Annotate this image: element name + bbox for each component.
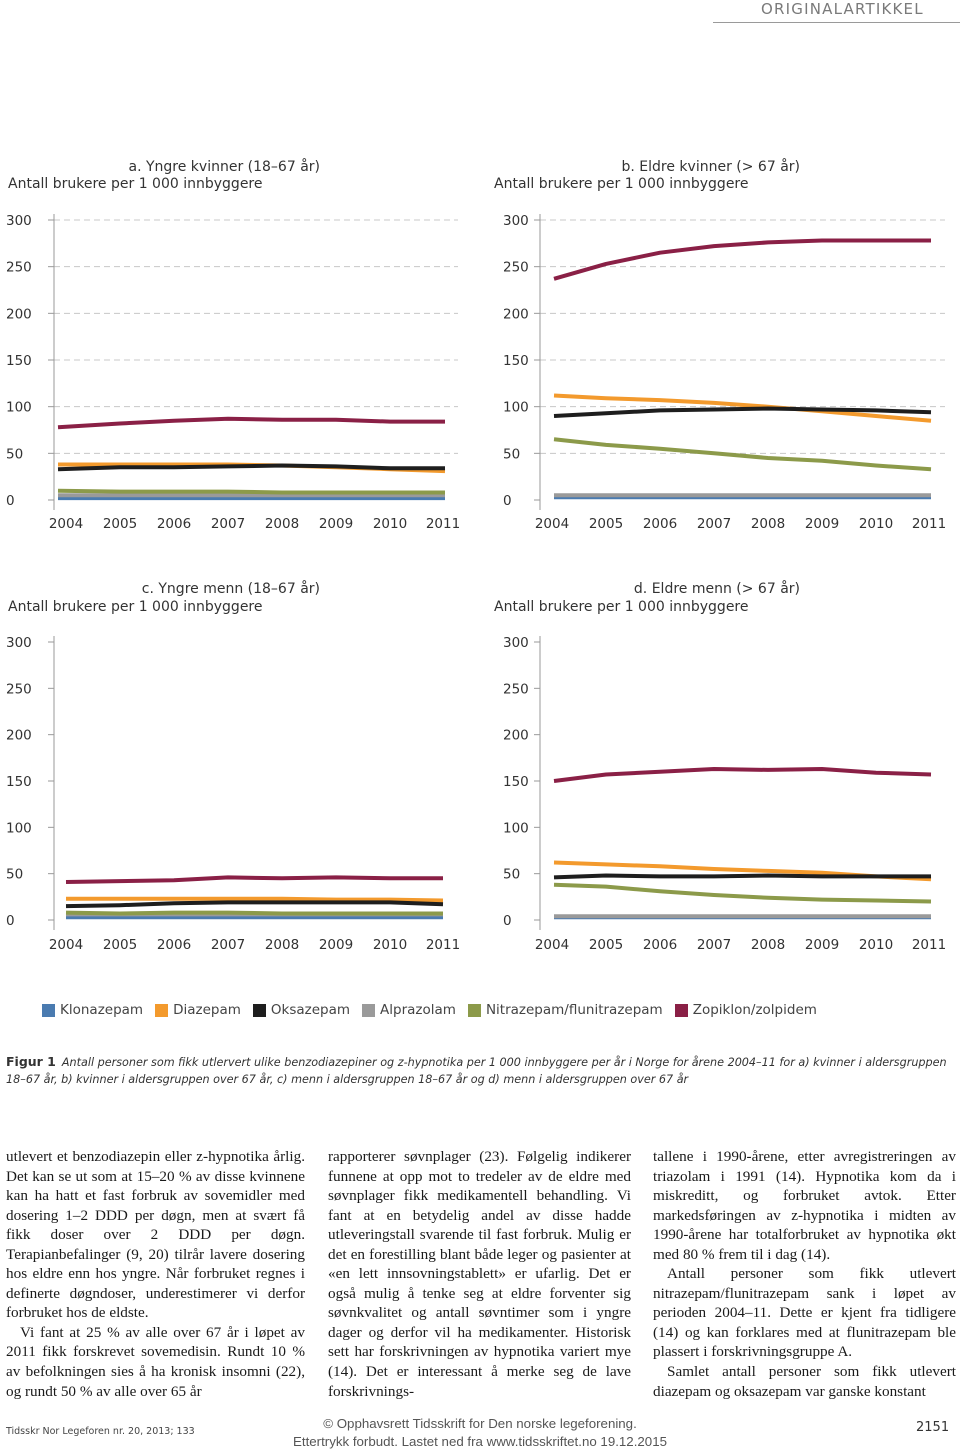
y-tick-label: 50 xyxy=(6,866,24,883)
x-tick-label: 2010 xyxy=(858,516,894,532)
y-tick-label: 250 xyxy=(6,259,32,276)
y-tick-label: 0 xyxy=(6,913,15,929)
caption-label: Figur 1 xyxy=(6,1054,56,1069)
chart-legend xyxy=(42,1001,829,1019)
x-tick-label: 2008 xyxy=(750,516,786,532)
chart-title: a. Yngre kvinner (18–67 år) xyxy=(128,159,320,175)
x-tick-label: 2006 xyxy=(642,516,678,532)
x-tick-label: 2009 xyxy=(318,516,354,532)
section-label: ORIGINALARTIKKEL xyxy=(761,0,924,18)
chart-ylabel: Antall brukere per 1 000 innbyggere xyxy=(494,176,749,192)
x-tick-label: 2007 xyxy=(696,516,732,532)
page-number: 2151 xyxy=(916,1420,950,1435)
y-tick-label: 0 xyxy=(6,493,15,509)
x-tick-label: 2011 xyxy=(911,937,947,953)
legend-swatch xyxy=(253,1004,266,1017)
paragraph: rapporterer søvnplager (23). Følgelig indikerer funnene at opp mot to tredeler av de eldre med søvnplager fikk medikamentell behandling. Vi fant at en betydelig andel av disse hadde utleveringstall svarende til fast forbruk. Mulig er det en forestilling blant både leger og pasienter at «en lett innsovningstablett» er ufarlig. Det er også mulig å tenke seg at eldre forventer sig søvnkvalitet og antall søvntimer som i yngre dager og derfor vil ha medikamenter. Historisk sett har forskrivningen av hypnotika variert mye (14). Det er interessant å merke seg de lave forskrivnings- xyxy=(328,1148,631,1400)
legend-label: Diazepam xyxy=(173,1002,241,1018)
legend-item xyxy=(468,1001,663,1019)
chart-title: b. Eldre kvinner (> 67 år) xyxy=(621,159,800,175)
x-tick-label: 2010 xyxy=(372,937,408,953)
y-tick-label: 100 xyxy=(503,399,529,416)
legend-item xyxy=(155,1001,241,1019)
y-tick-label: 300 xyxy=(6,213,32,229)
y-tick-label: 150 xyxy=(503,353,529,369)
y-tick-label: 150 xyxy=(6,353,32,369)
paragraph: utlevert et benzodiazepin eller z-hypnotika årlig. Det kan se ut som at 15–20 % av disse kvinnene kan ha hatt et fast forbruk av sovemidler med dosering 1–2 DDD per døgn, men at svært få fikk doser over 2 DDD per døgn. Terapianbefalinger (9, 20) tilrår lavere dosering hos eldre enn hos yngre. Når forbruket regnes i definerte døgndoser, underestimerer vi derfor forbruket hos de eldste. xyxy=(6,1148,305,1322)
y-tick-label: 0 xyxy=(503,913,512,929)
y-tick-label: 100 xyxy=(503,820,529,837)
chart-ylabel: Antall brukere per 1 000 innbyggere xyxy=(8,599,263,615)
legend-label: Zopiklon/zolpidem xyxy=(692,1002,817,1018)
series-line-zopiklon-zolpidem xyxy=(554,241,931,279)
y-tick-label: 200 xyxy=(6,727,32,744)
paragraph: tallene i 1990-årene, etter avregistreringen av triazolam i 1991 (14). Hypnotika kom da i miskreditt, og forbruket avtok. Etter markedsføringen av z-hypnotika i midten av 1990-årene har totalforbruket av hypnotika økt med 80 % frem til i dag (14). xyxy=(653,1148,956,1263)
x-tick-label: 2005 xyxy=(588,516,624,532)
x-tick-label: 2008 xyxy=(750,937,786,953)
x-tick-label: 2007 xyxy=(696,937,732,953)
series-line-nitrazepam-flunitrazepam xyxy=(66,913,443,914)
legend-item xyxy=(362,1001,456,1019)
x-tick-label: 2008 xyxy=(264,516,300,532)
x-tick-label: 2009 xyxy=(804,937,840,953)
x-tick-label: 2005 xyxy=(588,937,624,953)
legend-swatch xyxy=(155,1004,168,1017)
chart-ylabel: Antall brukere per 1 000 innbyggere xyxy=(494,599,749,615)
x-tick-label: 2009 xyxy=(318,937,354,953)
series-line-nitrazepam-flunitrazepam xyxy=(58,491,445,493)
y-tick-label: 200 xyxy=(6,306,32,323)
x-tick-label: 2004 xyxy=(48,516,84,532)
legend-swatch xyxy=(362,1004,375,1017)
body-column-1 xyxy=(6,1147,305,1401)
series-line-zopiklon-zolpidem xyxy=(58,419,445,427)
x-tick-label: 2005 xyxy=(102,516,138,532)
x-tick-label: 2010 xyxy=(858,937,894,953)
series-line-oksazepam xyxy=(66,902,443,906)
series-line-zopiklon-zolpidem xyxy=(66,877,443,882)
legend-swatch xyxy=(42,1004,55,1017)
series-line-diazepam xyxy=(66,899,443,901)
copyright-line: © Opphavsrett Tidsskrift for Den norske legeforening. xyxy=(323,1416,637,1431)
series-line-nitrazepam-flunitrazepam xyxy=(554,439,931,469)
x-tick-label: 2007 xyxy=(210,937,246,953)
y-tick-label: 150 xyxy=(6,774,32,790)
y-tick-label: 250 xyxy=(503,681,529,698)
x-tick-label: 2006 xyxy=(642,937,678,953)
y-tick-label: 300 xyxy=(6,635,32,651)
y-tick-label: 250 xyxy=(503,259,529,276)
y-tick-label: 100 xyxy=(6,399,32,416)
paragraph: Samlet antall personer som fikk utlevert diazepam og oksazepam var ganske konstant xyxy=(653,1363,956,1400)
paragraph: Vi fant at 25 % av alle over 67 år i løpet av 2011 fikk forskrevet sovemedisin. Rundt 10 % av befolkningen sies å ha kronisk insomni (22), og rundt 50 % av alle over 65 år xyxy=(6,1323,305,1400)
legend-label: Klonazepam xyxy=(60,1002,144,1018)
figure-caption xyxy=(6,1053,954,1088)
x-tick-label: 2006 xyxy=(156,516,192,532)
x-tick-label: 2011 xyxy=(911,516,947,532)
x-tick-label: 2006 xyxy=(156,937,192,953)
chart-title: d. Eldre menn (> 67 år) xyxy=(633,581,800,597)
series-line-oksazepam xyxy=(58,466,445,470)
series-line-zopiklon-zolpidem xyxy=(554,769,931,781)
x-tick-label: 2009 xyxy=(804,516,840,532)
reprint-line: Ettertrykk forbudt. Lastet ned fra www.tidsskriftet.no 19.12.2015 xyxy=(293,1433,667,1449)
x-tick-label: 2005 xyxy=(102,937,138,953)
series-line-nitrazepam-flunitrazepam xyxy=(554,885,931,902)
x-tick-label: 2007 xyxy=(210,516,246,532)
body-column-2 xyxy=(328,1147,631,1401)
legend-item xyxy=(42,1001,143,1019)
y-tick-label: 250 xyxy=(6,681,32,698)
legend-swatch xyxy=(468,1004,481,1017)
body-column-3 xyxy=(653,1147,956,1401)
chart-ylabel: Antall brukere per 1 000 innbyggere xyxy=(8,176,263,192)
y-tick-label: 300 xyxy=(503,213,529,229)
x-tick-label: 2011 xyxy=(425,937,461,953)
x-tick-label: 2004 xyxy=(534,516,570,532)
copyright-notice xyxy=(250,1415,710,1450)
y-tick-label: 200 xyxy=(503,306,529,323)
legend-item xyxy=(253,1001,350,1019)
x-tick-label: 2008 xyxy=(264,937,300,953)
y-tick-label: 150 xyxy=(503,774,529,790)
y-tick-label: 100 xyxy=(6,820,32,837)
x-tick-label: 2004 xyxy=(534,937,570,953)
caption-text: Antall personer som fikk utlervert ulike benzodiazepiner og z-hypnotika per 1 000 innbyggere per år i Norge for årene 2004–11 for a) kvinner i aldersgruppen 18–67 år, b) kvinner i aldersgruppen over 67 år, c) menn i aldersgruppen 18–67 år og d) menn i aldersgruppen over 67 år xyxy=(6,1056,947,1086)
journal-reference: Tidsskr Nor Legeforen nr. 20, 2013; 133 xyxy=(6,1426,195,1437)
x-tick-label: 2010 xyxy=(372,516,408,532)
legend-swatch xyxy=(675,1004,688,1017)
legend-label: Alprazolam xyxy=(380,1002,456,1018)
y-tick-label: 0 xyxy=(503,493,512,509)
legend-label: Nitrazepam/flunitrazepam xyxy=(485,1002,663,1018)
paragraph: Antall personer som fikk utlevert nitrazepam/flunitrazepam sank i løpet av perioden 2004–11. Dette er kjent fra tidligere (14) og kan forklares med at flunitrazepam ble plassert i forskrivningsgruppe A. xyxy=(653,1265,956,1361)
chart-title: c. Yngre menn (18–67 år) xyxy=(141,581,320,597)
y-tick-label: 300 xyxy=(503,635,529,651)
y-tick-label: 50 xyxy=(503,866,521,883)
y-tick-label: 50 xyxy=(503,446,521,463)
legend-item xyxy=(675,1001,817,1019)
legend-label: Oksazepam xyxy=(270,1002,351,1018)
y-tick-label: 200 xyxy=(503,727,529,744)
x-tick-label: 2011 xyxy=(425,516,461,532)
y-tick-label: 50 xyxy=(6,446,24,463)
x-tick-label: 2004 xyxy=(48,937,84,953)
series-line-oksazepam xyxy=(554,876,931,878)
